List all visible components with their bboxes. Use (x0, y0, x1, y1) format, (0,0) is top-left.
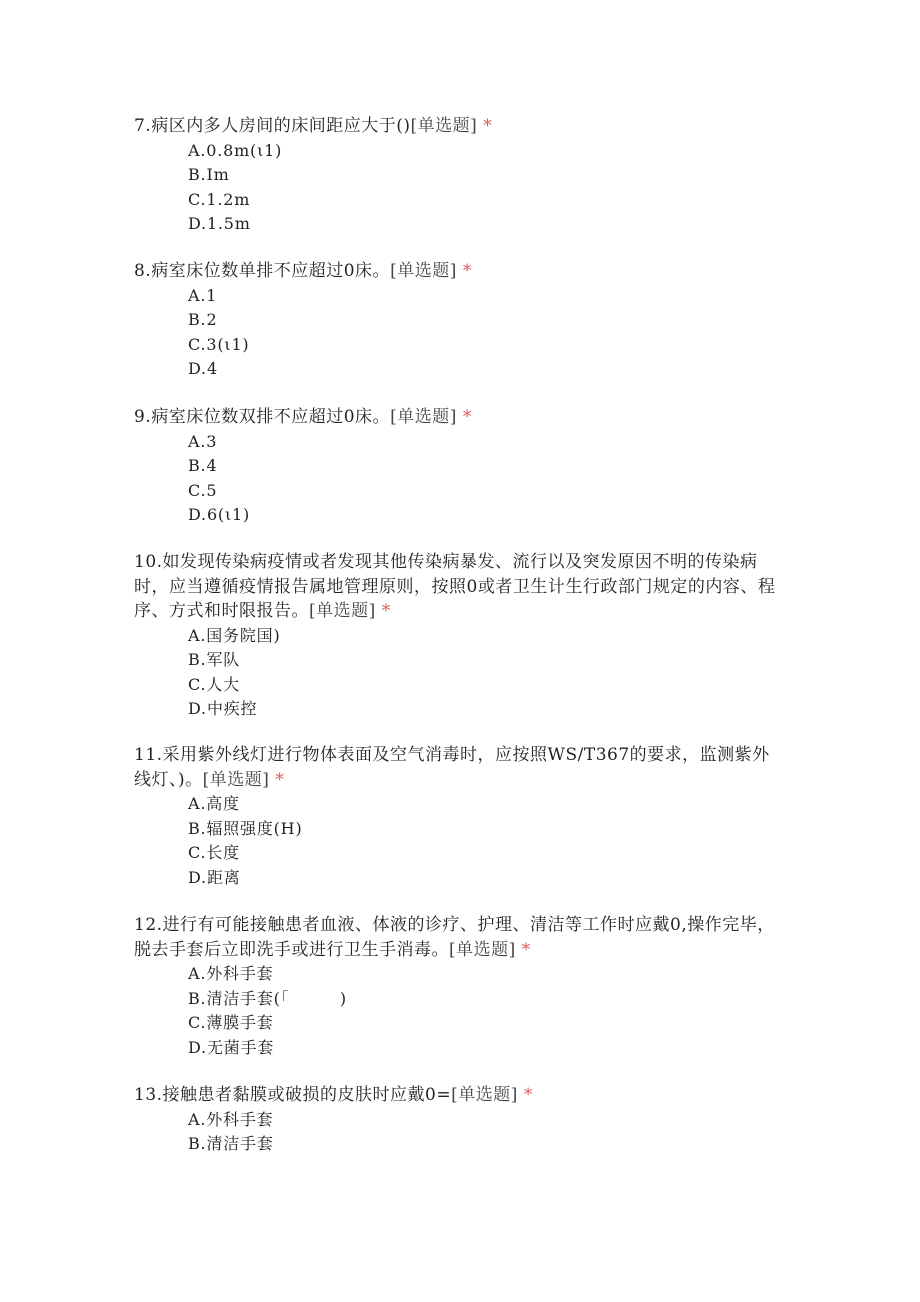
question-number: 12. (134, 915, 163, 935)
option-b[interactable]: B.清洁手套 (188, 1134, 274, 1154)
question-10 (134, 550, 784, 722)
question-7 (134, 114, 784, 237)
option-c[interactable]: C.1.2m (188, 189, 251, 209)
question-stem (134, 1083, 784, 1108)
option-d[interactable]: D.距离 (188, 867, 241, 887)
question-number: 11. (134, 745, 163, 765)
option-c[interactable]: C.薄膜手套 (188, 1013, 274, 1033)
option-c[interactable]: C.5 (188, 480, 218, 500)
option-b[interactable]: B.清洁手套(「 ) (188, 988, 347, 1008)
question-number: 9. (134, 407, 152, 427)
option-b[interactable]: B.2 (188, 310, 218, 330)
question-type-tag: [单选题] (309, 601, 376, 621)
question-type-tag: [单选题] (451, 1085, 518, 1105)
required-mark: * (521, 939, 531, 960)
question-text: 病室床位数双排不应超过0床。 (151, 407, 391, 427)
required-mark: * (523, 1085, 533, 1105)
question-11 (134, 743, 784, 890)
question-type-tag: [单选题] (202, 769, 270, 790)
option-a[interactable]: A.1 (188, 285, 218, 305)
question-type-tag: [单选题] (390, 261, 457, 281)
question-type-tag: [单选题] (449, 939, 516, 960)
question-number: 13. (134, 1085, 163, 1105)
option-d[interactable]: D.1.5m (188, 214, 251, 234)
option-a[interactable]: A.国务院国) (188, 625, 281, 645)
required-mark: * (381, 601, 391, 621)
required-mark: * (275, 769, 285, 790)
option-a[interactable]: A.0.8m(ι1) (188, 140, 283, 160)
option-list (188, 430, 784, 528)
option-a[interactable]: A.高度 (188, 794, 240, 813)
question-text: 进行有可能接触患者血液、体液的诊疗、护理、清洁等工作时应戴0,操作完毕，脱去手套后立即洗手或进行卫生手消毒。 (134, 915, 775, 960)
required-mark: * (462, 261, 472, 281)
question-stem (134, 405, 784, 430)
option-d[interactable]: D.无菌手套 (188, 1037, 275, 1057)
question-number: 8. (134, 261, 152, 281)
question-text: 病区内多人房间的床间距应大于() (151, 116, 411, 136)
option-b[interactable]: B.4 (188, 456, 218, 476)
option-a[interactable]: A.3 (188, 431, 218, 451)
option-b[interactable]: B.Im (188, 165, 230, 185)
option-a[interactable]: A.外科手套 (188, 964, 274, 983)
option-d[interactable]: D.中疾控 (188, 699, 258, 719)
question-stem (134, 913, 784, 962)
option-b[interactable]: B.军队 (188, 650, 241, 670)
question-8 (134, 259, 784, 382)
option-list (188, 1108, 784, 1157)
option-b[interactable]: B.辐照强度(H) (188, 818, 303, 838)
question-text: 病室床位数单排不应超过0床。 (151, 261, 391, 281)
question-type-tag: [单选题] (410, 116, 478, 136)
question-9 (134, 405, 784, 528)
question-stem (134, 550, 784, 624)
question-stem (134, 114, 784, 139)
question-13 (134, 1083, 784, 1157)
option-list (188, 624, 784, 722)
option-a[interactable]: A.外科手套 (188, 1109, 274, 1129)
question-12 (134, 913, 784, 1060)
required-mark: * (462, 407, 472, 427)
question-stem (134, 743, 784, 792)
question-text: 如发现传染病疫情或者发现其他传染病暴发、流行以及突发原因不明的传染病时，应当遵循疫情报告属地管理原则，按照0或者卫生计生行政部门规定的内容、程序、方式和时限报告。 (134, 552, 776, 621)
option-d[interactable]: D.4 (188, 359, 218, 379)
question-type-tag: [单选题] (390, 407, 457, 427)
question-text: 接触患者黏膜或破损的皮肤时应戴0= (162, 1085, 452, 1105)
option-list (188, 792, 784, 890)
option-list (188, 139, 784, 237)
question-text: 采用紫外线灯进行物体表面及空气消毒时，应按照WS/T367的要求，监测紫外线灯、)。 (134, 745, 770, 790)
option-list (188, 962, 784, 1060)
option-c[interactable]: C.3(ι1) (188, 334, 250, 354)
option-list (188, 284, 784, 382)
question-stem (134, 259, 784, 284)
question-number: 7. (134, 116, 152, 136)
required-mark: * (483, 116, 493, 136)
option-d[interactable]: D.6(ι1) (188, 505, 251, 525)
question-number: 10. (134, 552, 163, 572)
option-c[interactable]: C.长度 (188, 843, 240, 863)
option-c[interactable]: C.人大 (188, 674, 240, 694)
